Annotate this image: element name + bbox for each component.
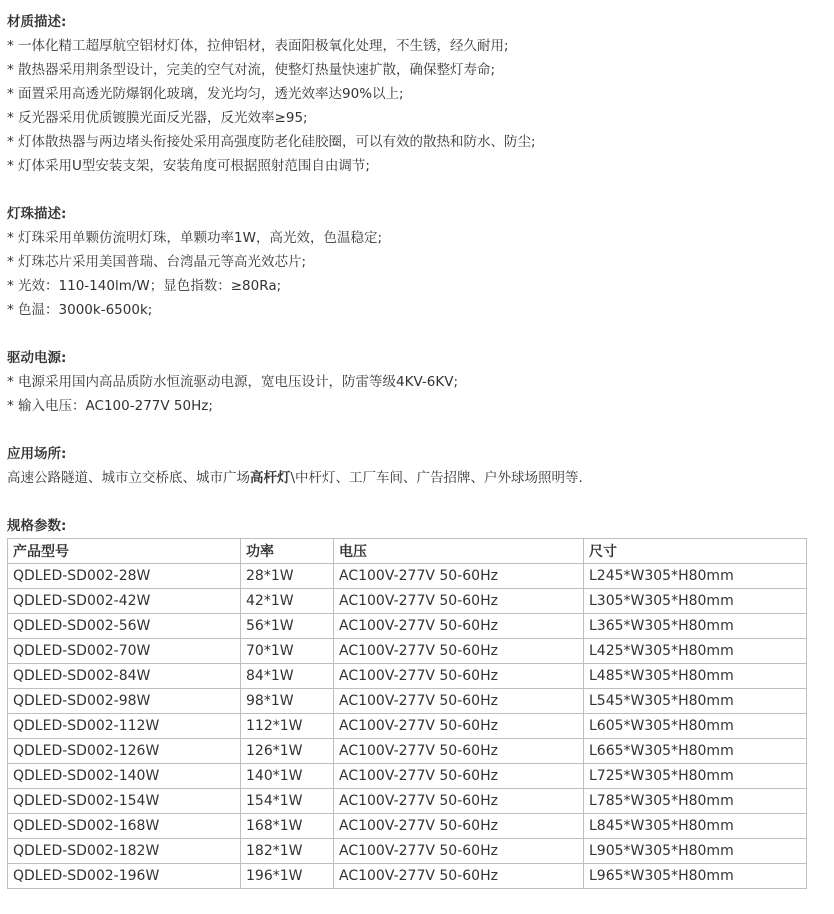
cell-power: 84*1W bbox=[241, 664, 334, 689]
specs-table bbox=[7, 538, 807, 889]
cell-power: 182*1W bbox=[241, 839, 334, 864]
cell-model: QDLED-SD002-70W bbox=[8, 639, 241, 664]
material-item: * 散热器采用荆条型设计，完美的空气对流，使整灯热量快速扩散，确保整灯寿命; bbox=[7, 62, 496, 78]
header-voltage: 电压 bbox=[334, 539, 584, 564]
cell-power: 140*1W bbox=[241, 764, 334, 789]
material-item: * 灯体散热器与两边堵头衔接处采用高强度防老化硅胶圈，可以有效的散热和防水、防尘; bbox=[7, 134, 536, 150]
cell-power: 168*1W bbox=[241, 814, 334, 839]
header-model: 产品型号 bbox=[8, 539, 241, 564]
header-size: 尺寸 bbox=[584, 539, 807, 564]
cell-size: L725*W305*H80mm bbox=[584, 764, 807, 789]
application-title: 应用场所: bbox=[7, 446, 67, 462]
cell-power: 126*1W bbox=[241, 739, 334, 764]
cell-model: QDLED-SD002-168W bbox=[8, 814, 241, 839]
table-row bbox=[8, 714, 807, 739]
table-row bbox=[8, 564, 807, 589]
material-title: 材质描述: bbox=[7, 14, 67, 30]
cell-voltage: AC100V-277V 50-60Hz bbox=[334, 589, 584, 614]
bead-item: * 灯珠芯片采用美国普瑞、台湾晶元等高光效芯片; bbox=[7, 254, 307, 270]
cell-model: QDLED-SD002-56W bbox=[8, 614, 241, 639]
table-row bbox=[8, 764, 807, 789]
table-row bbox=[8, 589, 807, 614]
cell-voltage: AC100V-277V 50-60Hz bbox=[334, 614, 584, 639]
bead-item: * 灯珠采用单颗仿流明灯珠，单颗功率1W，高光效，色温稳定; bbox=[7, 230, 383, 246]
cell-voltage: AC100V-277V 50-60Hz bbox=[334, 814, 584, 839]
bead-item: * 光效：110-140lm/W；显色指数：≥80Ra; bbox=[7, 278, 282, 294]
cell-voltage: AC100V-277V 50-60Hz bbox=[334, 739, 584, 764]
cell-size: L545*W305*H80mm bbox=[584, 689, 807, 714]
cell-voltage: AC100V-277V 50-60Hz bbox=[334, 864, 584, 889]
cell-voltage: AC100V-277V 50-60Hz bbox=[334, 564, 584, 589]
cell-size: L485*W305*H80mm bbox=[584, 664, 807, 689]
cell-power: 70*1W bbox=[241, 639, 334, 664]
cell-voltage: AC100V-277V 50-60Hz bbox=[334, 639, 584, 664]
cell-size: L365*W305*H80mm bbox=[584, 614, 807, 639]
table-row bbox=[8, 639, 807, 664]
application-text-before: 高速公路隧道、城市立交桥底、城市广场 bbox=[7, 470, 250, 486]
cell-power: 196*1W bbox=[241, 864, 334, 889]
material-item: * 面置采用高透光防爆钢化玻璃，发光均匀，透光效率达90%以上; bbox=[7, 86, 404, 102]
cell-model: QDLED-SD002-196W bbox=[8, 864, 241, 889]
cell-power: 56*1W bbox=[241, 614, 334, 639]
cell-model: QDLED-SD002-84W bbox=[8, 664, 241, 689]
table-row bbox=[8, 614, 807, 639]
cell-model: QDLED-SD002-112W bbox=[8, 714, 241, 739]
application-text-bold: 高杆灯 bbox=[250, 470, 291, 486]
material-item: * 一体化精工超厚航空铝材灯体，拉伸铝材，表面阳极氧化处理，不生锈，经久耐用; bbox=[7, 38, 509, 54]
cell-voltage: AC100V-277V 50-60Hz bbox=[334, 664, 584, 689]
cell-size: L845*W305*H80mm bbox=[584, 814, 807, 839]
cell-model: QDLED-SD002-126W bbox=[8, 739, 241, 764]
bead-item: * 色温：3000k-6500k; bbox=[7, 302, 153, 318]
material-item: * 灯体采用U型安装支架，安装角度可根据照射范围自由调节; bbox=[7, 158, 370, 174]
cell-size: L305*W305*H80mm bbox=[584, 589, 807, 614]
power-item: * 输入电压：AC100-277V 50Hz; bbox=[7, 398, 213, 414]
cell-model: QDLED-SD002-140W bbox=[8, 764, 241, 789]
cell-power: 42*1W bbox=[241, 589, 334, 614]
material-item: * 反光器采用优质镀膜光面反光器，反光效率≥95; bbox=[7, 110, 308, 126]
cell-size: L965*W305*H80mm bbox=[584, 864, 807, 889]
table-row bbox=[8, 814, 807, 839]
cell-model: QDLED-SD002-98W bbox=[8, 689, 241, 714]
cell-power: 112*1W bbox=[241, 714, 334, 739]
spacer bbox=[7, 322, 834, 346]
spacer bbox=[7, 490, 834, 514]
application-text-after: \中杆灯、工厂车间、广告招牌、户外球场照明等. bbox=[290, 470, 583, 486]
power-item: * 电源采用国内高品质防水恒流驱动电源，宽电压设计，防雷等级4KV-6KV; bbox=[7, 374, 459, 390]
table-header-row bbox=[8, 539, 807, 564]
cell-voltage: AC100V-277V 50-60Hz bbox=[334, 764, 584, 789]
cell-power: 154*1W bbox=[241, 789, 334, 814]
cell-voltage: AC100V-277V 50-60Hz bbox=[334, 689, 584, 714]
spacer bbox=[7, 178, 834, 202]
cell-voltage: AC100V-277V 50-60Hz bbox=[334, 789, 584, 814]
cell-size: L785*W305*H80mm bbox=[584, 789, 807, 814]
application-text bbox=[7, 466, 834, 490]
cell-size: L425*W305*H80mm bbox=[584, 639, 807, 664]
bead-title: 灯珠描述: bbox=[7, 206, 67, 222]
table-row bbox=[8, 864, 807, 889]
spacer bbox=[7, 418, 834, 442]
cell-model: QDLED-SD002-182W bbox=[8, 839, 241, 864]
table-row bbox=[8, 839, 807, 864]
cell-model: QDLED-SD002-42W bbox=[8, 589, 241, 614]
table-row bbox=[8, 664, 807, 689]
cell-size: L605*W305*H80mm bbox=[584, 714, 807, 739]
cell-voltage: AC100V-277V 50-60Hz bbox=[334, 714, 584, 739]
cell-size: L905*W305*H80mm bbox=[584, 839, 807, 864]
table-row bbox=[8, 789, 807, 814]
power-title: 驱动电源: bbox=[7, 350, 67, 366]
header-power: 功率 bbox=[241, 539, 334, 564]
cell-size: L665*W305*H80mm bbox=[584, 739, 807, 764]
table-row bbox=[8, 739, 807, 764]
table-row bbox=[8, 689, 807, 714]
specs-title: 规格参数: bbox=[7, 518, 67, 534]
cell-size: L245*W305*H80mm bbox=[584, 564, 807, 589]
cell-voltage: AC100V-277V 50-60Hz bbox=[334, 839, 584, 864]
cell-model: QDLED-SD002-154W bbox=[8, 789, 241, 814]
cell-model: QDLED-SD002-28W bbox=[8, 564, 241, 589]
cell-power: 28*1W bbox=[241, 564, 334, 589]
cell-power: 98*1W bbox=[241, 689, 334, 714]
